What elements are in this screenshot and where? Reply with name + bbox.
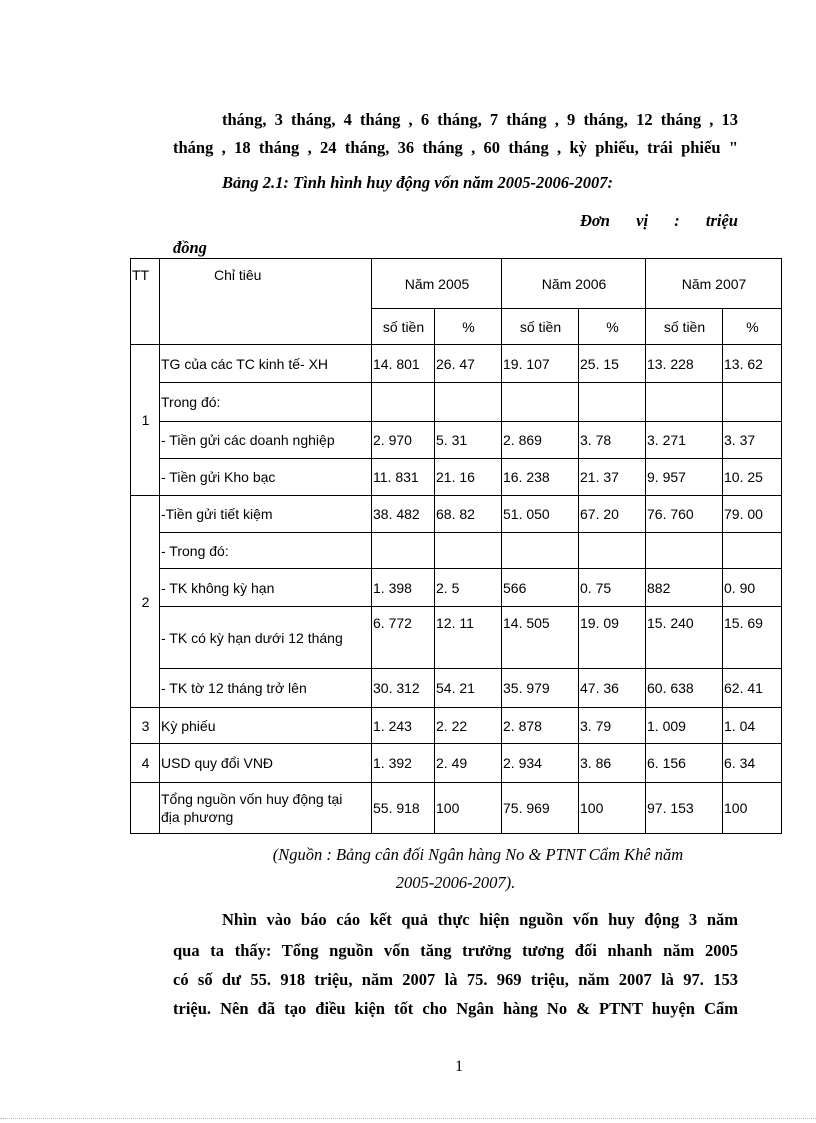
group-number-empty [131,783,160,834]
capital-table [130,258,782,834]
header-percent: % [435,309,502,345]
cell: 5. 31 [435,422,502,459]
header-row-1 [131,259,782,309]
cell: 35. 979 [502,669,579,708]
header-year-2006: Năm 2006 [502,259,646,309]
cell: 13. 228 [646,345,723,383]
cell: 67. 20 [579,496,646,533]
unit-line-2: đồng [173,238,207,257]
intro-line-2: tháng , 18 tháng , 24 tháng, 36 tháng , 60 tháng , kỳ phiếu, trái phiếu " [173,138,738,157]
cell: 16. 238 [502,459,579,496]
cell: 38. 482 [372,496,435,533]
table-row [131,607,782,669]
cell: 26. 47 [435,345,502,383]
group-number: 4 [131,744,160,783]
cell: 1. 392 [372,744,435,783]
header-percent: % [723,309,782,345]
cell: 2. 5 [435,569,502,607]
cell [723,383,782,422]
cell: 100 [723,783,782,834]
cell: 9. 957 [646,459,723,496]
table-row [131,383,782,422]
cell [435,383,502,422]
table-row [131,744,782,783]
row-label: - TK không kỳ hạn [160,569,372,607]
cell [579,383,646,422]
cell: 6. 34 [723,744,782,783]
row-label: -Tiền gửi tiết kiệm [160,496,372,533]
body-line-2: qua ta thấy: Tổng nguồn vốn tăng trưởng tương đối nhanh năm 2005 [173,941,738,960]
cell: 566 [502,569,579,607]
cell: 10. 25 [723,459,782,496]
cell: 15. 69 [723,607,782,669]
cell: 3. 37 [723,422,782,459]
cell: 2. 970 [372,422,435,459]
cell: 14. 801 [372,345,435,383]
cell: 2. 934 [502,744,579,783]
cell [502,383,579,422]
header-chi-tieu: Chỉ tiêu [160,259,372,345]
row-label: Tổng nguồn vốn huy động tại địa phương [160,783,372,834]
row-label: - Trong đó: [160,533,372,569]
cell: 882 [646,569,723,607]
cell: 1. 009 [646,708,723,744]
row-label: Kỳ phiếu [160,708,372,744]
header-so-tien: số tiền [372,309,435,345]
cell: 15. 240 [646,607,723,669]
row-label: TG của các TC kinh tế- XH [160,345,372,383]
body-line-4: triệu. Nên đã tạo điều kiện tốt cho Ngân hàng No & PTNT huyện Cẩm [173,999,738,1018]
row-label: - Tiền gửi Kho bạc [160,459,372,496]
cell: 2. 878 [502,708,579,744]
cell: 19. 09 [579,607,646,669]
cell: 2. 869 [502,422,579,459]
table-row [131,422,782,459]
page-edge-rule [0,1118,816,1119]
source-line-2: 2005-2006-2007). [395,873,516,892]
table-row [131,569,782,607]
cell: 3. 271 [646,422,723,459]
cell: 75. 969 [502,783,579,834]
cell: 79. 00 [723,496,782,533]
row-label: - TK tờ 12 tháng trở lên [160,669,372,708]
row-label: - TK có kỳ hạn dưới 12 tháng [160,607,372,669]
cell: 54. 21 [435,669,502,708]
intro-line-1: tháng, 3 tháng, 4 tháng , 6 tháng, 7 tháng , 9 tháng, 12 tháng , 13 [222,110,738,129]
cell [372,383,435,422]
row-label: USD quy đổi VNĐ [160,744,372,783]
header-percent: % [579,309,646,345]
cell: 21. 16 [435,459,502,496]
source-line-1: (Nguồn : Bảng cân đối Ngân hàng No & PTNT Cẩm Khê năm [272,845,684,864]
cell: 25. 15 [579,345,646,383]
table-row [131,345,782,383]
table-row-total [131,783,782,834]
cell: 62. 41 [723,669,782,708]
cell: 51. 050 [502,496,579,533]
cell: 1. 04 [723,708,782,744]
row-label: - Tiền gửi các doanh nghiệp [160,422,372,459]
cell: 0. 75 [579,569,646,607]
cell: 3. 78 [579,422,646,459]
table-title: Bảng 2.1: Tình hình huy động vốn năm 2005-2006-2007: [222,173,614,192]
cell: 60. 638 [646,669,723,708]
cell [723,533,782,569]
table-row [131,459,782,496]
group-number: 2 [131,496,160,708]
cell: 100 [435,783,502,834]
table-row [131,708,782,744]
cell [646,383,723,422]
group-number: 3 [131,708,160,744]
cell: 13. 62 [723,345,782,383]
cell: 1. 398 [372,569,435,607]
cell: 2. 49 [435,744,502,783]
table-row [131,496,782,533]
header-tt: TT [131,259,160,345]
cell: 19. 107 [502,345,579,383]
cell: 12. 11 [435,607,502,669]
unit-line-1: Đơn vị : triệu [580,211,738,230]
row-label: Trong đó: [160,383,372,422]
cell: 2. 22 [435,708,502,744]
group-number: 1 [131,345,160,496]
cell: 6. 772 [372,607,435,669]
cell [646,533,723,569]
page-number: 1 [455,1058,463,1075]
cell: 3. 86 [579,744,646,783]
header-year-2007: Năm 2007 [646,259,782,309]
header-so-tien: số tiền [502,309,579,345]
cell: 21. 37 [579,459,646,496]
table-row [131,669,782,708]
cell: 11. 831 [372,459,435,496]
cell: 1. 243 [372,708,435,744]
cell: 0. 90 [723,569,782,607]
cell: 14. 505 [502,607,579,669]
header-year-2005: Năm 2005 [372,259,502,309]
table-row [131,533,782,569]
cell: 55. 918 [372,783,435,834]
cell [372,533,435,569]
cell: 76. 760 [646,496,723,533]
body-line-1: Nhìn vào báo cáo kết quả thực hiện nguồn vốn huy động 3 năm [222,910,738,929]
cell: 100 [579,783,646,834]
header-so-tien: số tiền [646,309,723,345]
cell: 68. 82 [435,496,502,533]
cell: 30. 312 [372,669,435,708]
body-line-3: có số dư 55. 918 triệu, năm 2007 là 75. 969 triệu, năm 2007 là 97. 153 [173,970,738,989]
cell: 6. 156 [646,744,723,783]
cell: 97. 153 [646,783,723,834]
cell: 47. 36 [579,669,646,708]
cell [502,533,579,569]
cell: 3. 79 [579,708,646,744]
cell [579,533,646,569]
cell [435,533,502,569]
